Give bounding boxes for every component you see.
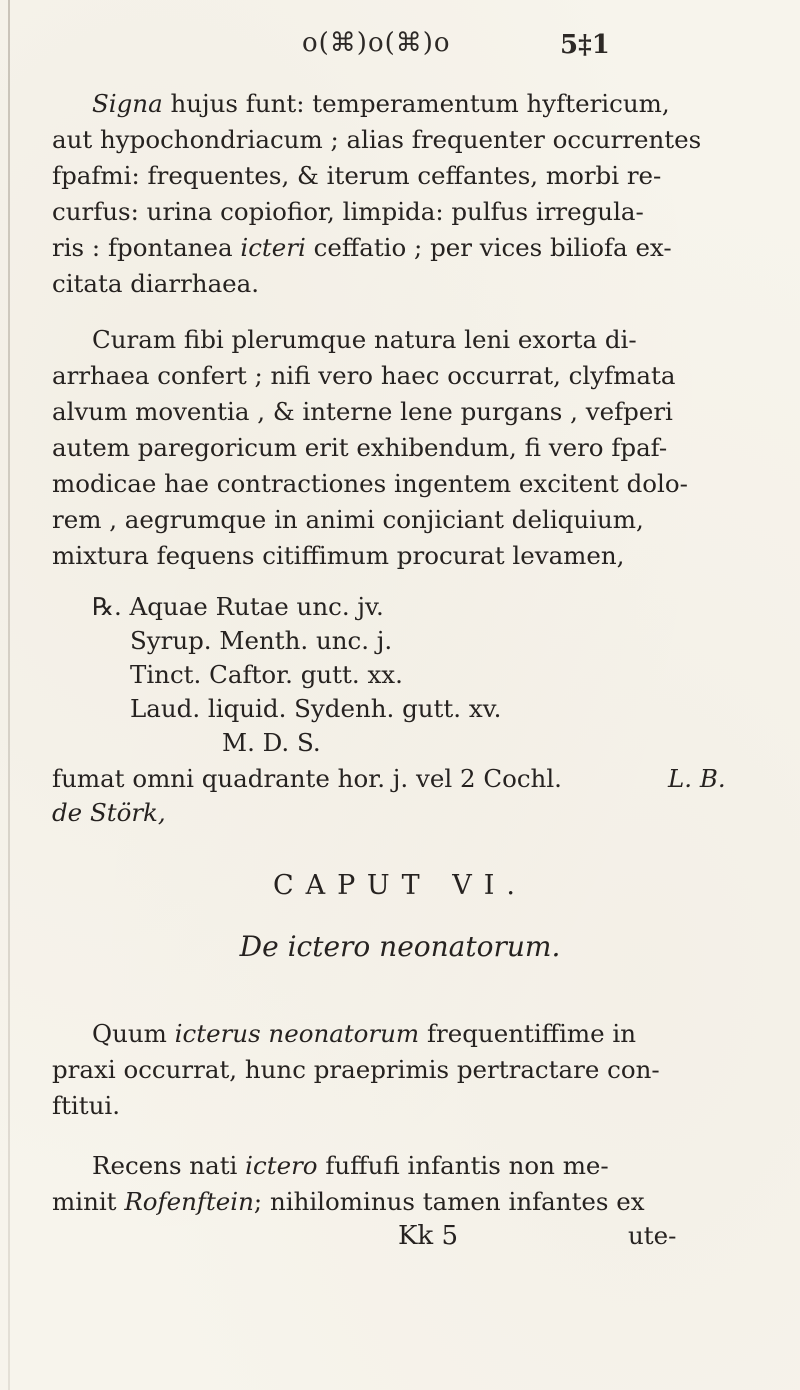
- chapter-title: CAPUT VI.: [273, 870, 527, 901]
- text-line: Recens nati ictero fuffufi infantis non me-: [92, 1151, 609, 1180]
- recipe-author-initials: L. B.: [668, 764, 726, 793]
- text-line: aut hypochondriacum ; alias frequenter occurrentes: [52, 125, 702, 154]
- text-line: ftitui.: [52, 1091, 120, 1120]
- recipe-line: Syrup. Menth. unc. j.: [130, 626, 393, 655]
- text-line: curfus: urina copiofior, limpida: pulfus irregula-: [52, 197, 644, 226]
- text-line: fpafmi: frequentes, & iterum ceffantes, morbi re-: [52, 161, 662, 190]
- chapter-subtitle: De ictero neonatorum.: [239, 930, 561, 963]
- italic-term: icteri: [240, 233, 306, 262]
- header-ornament: o(⌘)o(⌘)o: [302, 28, 451, 58]
- page-header: [0, 28, 800, 68]
- text-line: mixtura fequens citiffimum procurat levamen,: [52, 541, 625, 570]
- text-line: praxi occurrat, hunc praeprimis pertractare con-: [52, 1055, 660, 1084]
- italic-term: ictero: [245, 1151, 318, 1180]
- text-line: modicae hae contractiones ingentem excitent dolo-: [52, 469, 688, 498]
- lead-word: Signa: [92, 89, 163, 118]
- text-line: minit Rofenftein; nihilominus tamen infantes ex: [52, 1187, 645, 1216]
- page-gutter-edge: [8, 0, 10, 1390]
- signature-mark: Kk 5: [398, 1221, 458, 1251]
- recipe-line: fumat omni quadrante hor. j. vel 2 Cochl.: [52, 764, 562, 793]
- recipe-line: Laud. liquid. Sydenh. gutt. xv.: [130, 694, 502, 723]
- recipe-line: M. D. S.: [222, 728, 321, 757]
- recipe-line: ℞. Aquae Rutae unc. jv.: [92, 592, 384, 621]
- text-line: Curam fibi plerumque natura leni exorta di-: [92, 325, 637, 354]
- recipe-author: de Störk,: [52, 798, 166, 827]
- text-line: alvum moventia , & interne lene purgans , vefperi: [52, 397, 673, 426]
- text-line: autem paregoricum erit exhibendum, fi vero fpaf-: [52, 433, 668, 462]
- italic-name: Rofenftein: [124, 1187, 254, 1216]
- recipe-line: Tinct. Caftor. gutt. xx.: [130, 660, 403, 689]
- text-line: rem , aegrumque in animi conjiciant deliquium,: [52, 505, 644, 534]
- text-line: ris : fpontanea icteri ceffatio ; per vices biliofa ex-: [52, 233, 672, 262]
- text-line: Quum icterus neonatorum frequentiffime in: [92, 1019, 637, 1048]
- italic-term: icterus neonatorum: [174, 1019, 420, 1048]
- text-line: citata diarrhaea.: [52, 269, 260, 298]
- text-line: Signa hujus funt: temperamentum hyftericum,: [92, 89, 670, 118]
- text-line: arrhaea confert ; nifi vero haec occurrat, clyfmata: [52, 361, 676, 390]
- catchword: ute-: [628, 1221, 677, 1250]
- page-number: 5‡1: [560, 30, 610, 60]
